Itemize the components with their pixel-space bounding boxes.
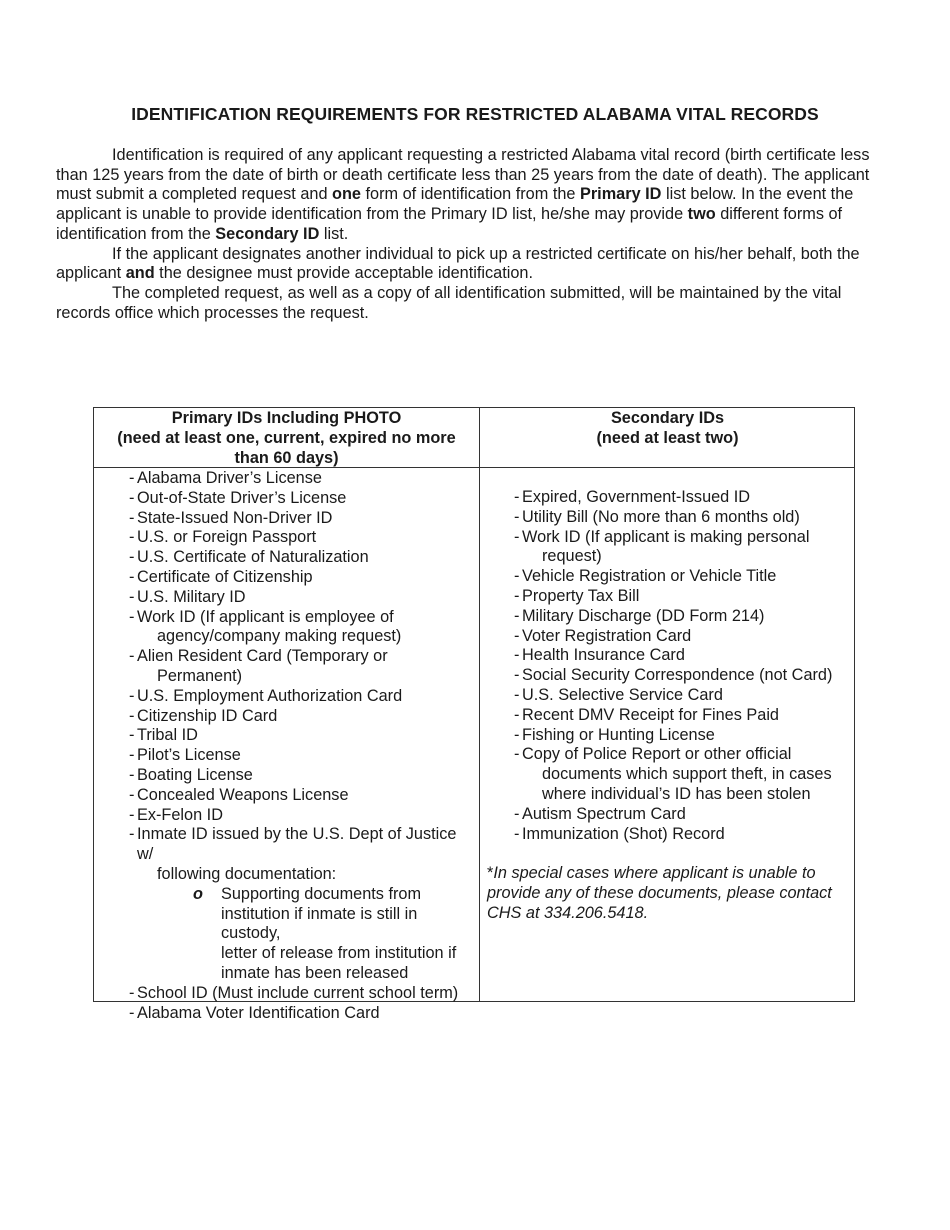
list-item-label: Work ID (If applicant is employee of bbox=[137, 607, 394, 626]
intro-emphasis: Primary ID bbox=[579, 185, 662, 204]
list-item-continuation: agency/company making request) bbox=[157, 627, 402, 646]
secondary-ids-list bbox=[514, 488, 849, 844]
note-asterisk: * bbox=[487, 864, 494, 882]
dash-marker: - bbox=[129, 1003, 135, 1022]
list-item bbox=[514, 587, 849, 607]
dash-marker: - bbox=[514, 527, 520, 546]
list-item bbox=[514, 627, 849, 647]
dash-marker: - bbox=[514, 725, 520, 744]
list-item-continuation: request) bbox=[542, 547, 602, 566]
dash-marker: - bbox=[514, 586, 520, 605]
list-item-label: Military Discharge (DD Form 214) bbox=[522, 606, 765, 625]
list-item-label: Utility Bill (No more than 6 months old) bbox=[522, 507, 800, 526]
list-item bbox=[129, 647, 474, 687]
list-item bbox=[129, 687, 474, 707]
list-item-label: Out-of-State Driver’s License bbox=[137, 488, 347, 507]
dash-marker: - bbox=[129, 607, 135, 626]
dash-marker: - bbox=[129, 528, 135, 547]
list-item-label: Fishing or Hunting License bbox=[522, 725, 715, 744]
list-item-continuation: documents which support theft, in cases bbox=[542, 765, 832, 784]
intro-emphasis: Secondary ID bbox=[215, 224, 320, 243]
dash-marker: - bbox=[514, 705, 520, 724]
dash-marker: - bbox=[514, 666, 520, 685]
list-item-label: Property Tax Bill bbox=[522, 586, 640, 605]
list-item bbox=[514, 805, 849, 825]
header-line: than 60 days) bbox=[234, 448, 339, 467]
intro-emphasis: and bbox=[125, 264, 155, 283]
primary-ids-header bbox=[94, 409, 479, 468]
list-item bbox=[514, 726, 849, 746]
list-item bbox=[129, 1004, 474, 1024]
list-item-label: Voter Registration Card bbox=[522, 626, 692, 645]
list-item bbox=[129, 825, 474, 983]
dash-marker: - bbox=[129, 686, 135, 705]
list-item bbox=[129, 707, 474, 727]
list-item-label: U.S. Selective Service Card bbox=[522, 685, 723, 704]
sub-bullet-marker: o bbox=[193, 884, 203, 903]
note-text: In special cases where applicant is unable to provide any of these documents, please contact CHS at 334.206.5418. bbox=[487, 864, 832, 922]
list-item bbox=[514, 825, 849, 845]
list-item-label: Work ID (If applicant is making personal bbox=[522, 527, 810, 546]
sub-item-line: institution if inmate is still in custody, bbox=[221, 904, 418, 943]
list-item bbox=[514, 666, 849, 686]
sub-item-line: inmate has been released bbox=[221, 963, 409, 982]
list-item-label: Inmate ID issued by the U.S. Dept of Justice w/ bbox=[137, 825, 457, 864]
intro-paragraph-2 bbox=[56, 245, 892, 284]
dash-marker: - bbox=[129, 508, 135, 527]
list-item-label: Alabama Driver’s License bbox=[137, 469, 322, 487]
dash-marker: - bbox=[129, 746, 135, 765]
dash-marker: - bbox=[129, 805, 135, 824]
dash-marker: - bbox=[514, 488, 520, 506]
intro-text: If the applicant designates another individual to pick up a restricted certificate on his/her behalf, both the applicant bbox=[56, 244, 860, 283]
header-line: (need at least two) bbox=[596, 428, 739, 447]
dash-marker: - bbox=[129, 706, 135, 725]
dash-marker: - bbox=[129, 488, 135, 507]
intro-text: form of identification from the bbox=[360, 185, 580, 204]
list-item-label: Boating License bbox=[137, 765, 253, 784]
dash-marker: - bbox=[514, 646, 520, 665]
list-item bbox=[514, 528, 849, 568]
list-item bbox=[129, 786, 474, 806]
dash-marker: - bbox=[514, 567, 520, 586]
dash-marker: - bbox=[129, 587, 135, 606]
list-item-label: U.S. Certificate of Naturalization bbox=[137, 548, 369, 567]
list-item-label: Copy of Police Report or other official bbox=[522, 745, 792, 764]
dash-marker: - bbox=[129, 726, 135, 745]
list-item bbox=[514, 607, 849, 627]
dash-marker: - bbox=[129, 983, 135, 1002]
list-item-label: Alien Resident Card (Temporary or bbox=[137, 647, 388, 666]
dash-marker: - bbox=[514, 824, 520, 843]
dash-marker: - bbox=[514, 626, 520, 645]
list-item-label: U.S. or Foreign Passport bbox=[137, 528, 317, 547]
list-item bbox=[129, 588, 474, 608]
header-line: Primary IDs Including PHOTO bbox=[171, 409, 402, 427]
list-item bbox=[514, 745, 849, 804]
dash-marker: - bbox=[129, 765, 135, 784]
list-item bbox=[514, 488, 849, 508]
list-item bbox=[129, 469, 474, 489]
list-item bbox=[514, 567, 849, 587]
list-item-label: Immunization (Shot) Record bbox=[522, 824, 725, 843]
list-item-label: U.S. Military ID bbox=[137, 587, 246, 606]
list-item bbox=[514, 686, 849, 706]
list-item bbox=[129, 489, 474, 509]
dash-marker: - bbox=[129, 647, 135, 666]
header-line: Secondary IDs bbox=[610, 409, 725, 427]
list-item-label: Health Insurance Card bbox=[522, 646, 685, 665]
list-item bbox=[129, 509, 474, 529]
dash-marker: - bbox=[514, 804, 520, 823]
dash-marker: - bbox=[514, 685, 520, 704]
dash-marker: - bbox=[129, 785, 135, 804]
list-item-continuation: following documentation: bbox=[157, 864, 337, 883]
secondary-ids-header bbox=[480, 409, 855, 449]
special-cases-note bbox=[487, 864, 849, 923]
dash-marker: - bbox=[514, 606, 520, 625]
list-item-label: Vehicle Registration or Vehicle Title bbox=[522, 567, 777, 586]
list-item bbox=[129, 766, 474, 786]
list-item-label: Tribal ID bbox=[137, 726, 198, 745]
list-item bbox=[129, 746, 474, 766]
list-item-label: Certificate of Citizenship bbox=[137, 567, 313, 586]
dash-marker: - bbox=[514, 507, 520, 526]
list-item bbox=[129, 548, 474, 568]
list-item bbox=[514, 706, 849, 726]
list-item bbox=[514, 646, 849, 666]
intro-emphasis: one bbox=[332, 185, 361, 204]
list-item-label: Alabama Voter Identification Card bbox=[137, 1003, 380, 1022]
intro-text: the designee must provide acceptable identification. bbox=[154, 264, 533, 283]
intro-text: different forms of identification from the bbox=[56, 205, 843, 243]
list-item-label: Expired, Government-Issued ID bbox=[522, 488, 751, 506]
list-item-label: Social Security Correspondence (not Card) bbox=[522, 666, 833, 685]
list-item-label: Pilot’s License bbox=[137, 746, 241, 765]
intro-text: list. bbox=[319, 224, 349, 243]
dash-marker: - bbox=[514, 745, 520, 764]
header-line: (need at least one, current, expired no more bbox=[117, 428, 456, 447]
list-item-label: State-Issued Non-Driver ID bbox=[137, 508, 333, 527]
intro-paragraph-1 bbox=[56, 146, 892, 245]
dash-marker: - bbox=[129, 469, 135, 487]
intro-emphasis: two bbox=[687, 205, 716, 224]
intro-paragraph-3: The completed request, as well as a copy of all identification submitted, will be maintained by the vital records office which processes the request. bbox=[56, 283, 842, 322]
list-item-continuation: where individual’s ID has been stolen bbox=[542, 784, 811, 803]
list-item bbox=[129, 568, 474, 588]
list-item bbox=[129, 608, 474, 648]
list-item bbox=[129, 984, 474, 1004]
dash-marker: - bbox=[129, 825, 135, 844]
intro-text: list below. In the event the applicant is unable to provide identification from the Primary ID list, he/she may provide bbox=[56, 185, 854, 224]
page-title: IDENTIFICATION REQUIREMENTS FOR RESTRICTED ALABAMA VITAL RECORDS bbox=[131, 104, 819, 124]
intro-text: Identification is required of any applicant requesting a restricted Alabama vital record (birth certificate less than 125 years from the date of birth or death certificate less than 25 years from the date of death). The applicant must submit a completed request and bbox=[56, 146, 870, 204]
list-item-label: Concealed Weapons License bbox=[137, 785, 349, 804]
list-item bbox=[514, 508, 849, 528]
list-item-label: School ID (Must include current school term) bbox=[137, 983, 459, 1002]
list-item-label: Citizenship ID Card bbox=[137, 706, 278, 725]
sub-list-item bbox=[137, 885, 474, 984]
column-divider bbox=[479, 408, 480, 1001]
dash-marker: - bbox=[129, 548, 135, 567]
intro-section bbox=[56, 146, 892, 323]
dash-marker: - bbox=[129, 567, 135, 586]
list-item-label: Autism Spectrum Card bbox=[522, 804, 686, 823]
list-item-label: Ex-Felon ID bbox=[137, 805, 223, 824]
list-item-label: U.S. Employment Authorization Card bbox=[137, 686, 403, 705]
sub-item-line: Supporting documents from bbox=[221, 884, 422, 903]
list-item bbox=[129, 528, 474, 548]
sub-item-line: letter of release from institution if bbox=[221, 944, 457, 963]
list-item-continuation: Permanent) bbox=[157, 666, 243, 685]
list-item bbox=[129, 726, 474, 746]
list-item bbox=[129, 806, 474, 826]
primary-ids-list bbox=[129, 469, 474, 1023]
list-item-label: Recent DMV Receipt for Fines Paid bbox=[522, 705, 779, 724]
